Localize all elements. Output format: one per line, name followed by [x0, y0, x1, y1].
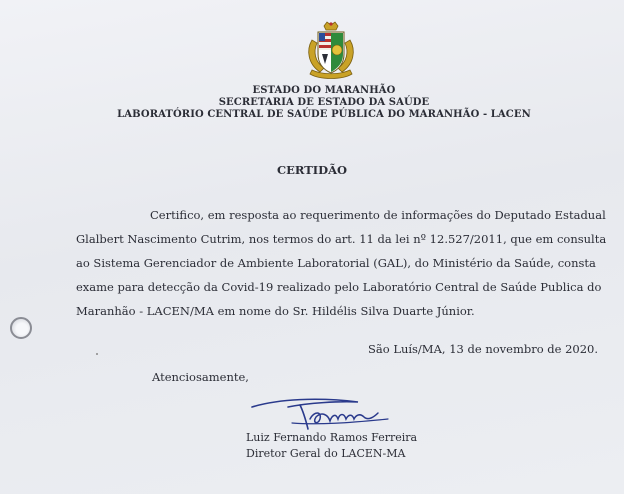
closing-line: Atenciosamente,: [152, 370, 249, 384]
header-state: ESTADO DO MARANHÃO: [252, 85, 396, 96]
paper-speck: [96, 353, 98, 355]
signer-name: Luiz Fernando Ramos Ferreira: [246, 431, 418, 444]
body-line: ao Sistema Gerenciador de Ambiente Laboratorial (GAL), do Ministério da Saúde, consta: [76, 256, 596, 270]
handwritten-signature: [248, 393, 393, 435]
header-laboratory: LABORATÓRIO CENTRAL DE SAÚDE PÚBLICA DO MARANHÃO - LACEN: [117, 109, 531, 120]
body-line: exame para detecção da Covid-19 realizado pelo Laboratório Central de Saúde Publica do: [76, 280, 602, 294]
body-line: Glalbert Nascimento Cutrim, nos termos do art. 11 da lei nº 12.527/2011, que em consulta: [76, 232, 607, 246]
body-line: Maranhão - LACEN/MA em nome do Sr. Hildélis Silva Duarte Júnior.: [76, 304, 475, 318]
punch-hole: [10, 317, 32, 339]
document-title: CERTIDÃO: [276, 163, 348, 177]
coat-of-arms-emblem: [300, 20, 362, 82]
body-line: Certifico, em resposta ao requerimento de informações do Deputado Estadual: [150, 208, 606, 222]
signer-role: Diretor Geral do LACEN-MA: [246, 447, 406, 460]
header-secretariat: SECRETARIA DE ESTADO DA SAÚDE: [218, 97, 430, 108]
date-line: São Luís/MA, 13 de novembro de 2020.: [368, 342, 599, 356]
